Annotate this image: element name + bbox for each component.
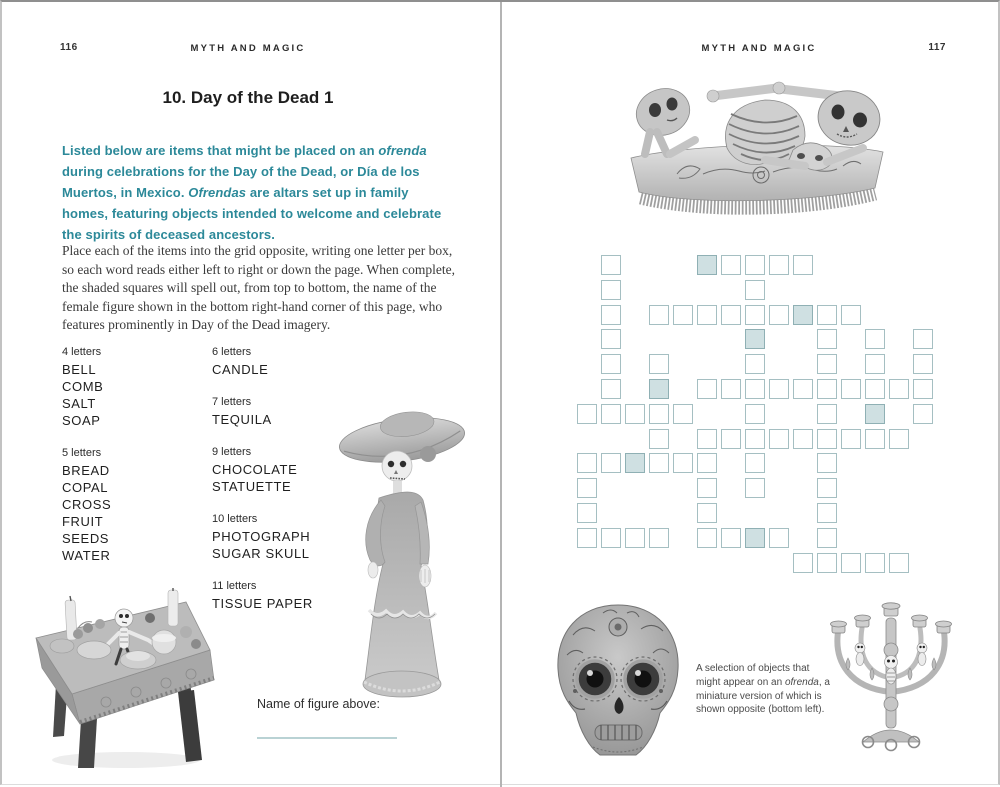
grid-cell — [697, 379, 717, 399]
grid-cell — [697, 429, 717, 449]
grid-cell — [601, 305, 621, 325]
grid-cell — [745, 404, 765, 424]
text-run: during celebrations for the Day of the Dead, or Día de los Muertos, in Mexico. — [62, 164, 420, 200]
grid-cell-shaded — [625, 453, 645, 473]
grid-cell — [673, 305, 693, 325]
word-group — [212, 444, 352, 495]
grid-cell — [913, 354, 933, 374]
word-item: WATER — [62, 548, 111, 563]
grid-cell-shaded — [649, 379, 669, 399]
grid-cell — [889, 429, 909, 449]
puzzle-grid — [577, 255, 933, 573]
grid-cell — [793, 553, 813, 573]
grid-cell — [889, 553, 909, 573]
grid-cell — [745, 280, 765, 300]
grid-cell — [601, 404, 621, 424]
word-item: CROSS — [62, 497, 112, 512]
grid-cell — [745, 255, 765, 275]
grid-cell — [865, 354, 885, 374]
word-group-heading: 11 letters — [212, 580, 257, 592]
grid-cell — [745, 478, 765, 498]
grid-cell — [817, 503, 837, 523]
grid-cell — [817, 305, 837, 325]
word-group — [212, 344, 352, 378]
grid-cell — [865, 553, 885, 573]
grid-cell — [889, 379, 909, 399]
grid-cell — [721, 379, 741, 399]
italic-text-run: ofrenda — [784, 676, 819, 688]
grid-cell — [601, 453, 621, 473]
word-item: PHOTOGRAPH — [212, 529, 311, 544]
word-group-heading: 10 letters — [212, 513, 258, 525]
text-run: Listed below are items that might be placed on an — [62, 143, 379, 158]
word-group — [62, 445, 202, 564]
word-group — [62, 344, 202, 429]
grid-cell — [649, 429, 669, 449]
grid-cell — [793, 429, 813, 449]
grid-cell — [601, 528, 621, 548]
page-gutter-divider — [500, 2, 502, 787]
decorated-sugar-skull-photo — [543, 599, 693, 771]
grid-cell — [913, 379, 933, 399]
grid-cell — [769, 429, 789, 449]
grid-cell — [625, 404, 645, 424]
grid-cell — [817, 354, 837, 374]
miniature-ofrenda-table-photo — [26, 588, 218, 770]
grid-cell — [865, 329, 885, 349]
italic-text-run: ofrenda — [378, 143, 427, 158]
grid-cell — [721, 255, 741, 275]
grid-cell — [913, 329, 933, 349]
grid-cell — [601, 379, 621, 399]
word-item: COPAL — [62, 480, 109, 495]
word-list-column-1 — [62, 344, 202, 580]
grid-cell — [793, 379, 813, 399]
word-item: FRUIT — [62, 514, 104, 529]
instructions-paragraph: Place each of the items into the grid opposite, writing one letter per box, so each word reads either left to right or down the page. When complete, the shaded squares will spell out, from top to bottom, the name of the female figure shown in the bottom right-hand corner of this page, who features prominently in Day of the Dead imagery. — [62, 243, 455, 333]
grid-cell — [865, 379, 885, 399]
grid-cell — [745, 379, 765, 399]
word-group — [212, 511, 352, 562]
word-item: SEEDS — [62, 531, 110, 546]
grid-cell — [769, 379, 789, 399]
word-item: TISSUE PAPER — [212, 596, 313, 611]
grid-cell — [577, 478, 597, 498]
grid-cell — [577, 453, 597, 473]
answer-line — [257, 737, 397, 739]
grid-cell — [841, 429, 861, 449]
grid-cell-shaded — [745, 528, 765, 548]
grid-cell — [817, 379, 837, 399]
grid-cell — [649, 453, 669, 473]
grid-cell — [601, 255, 621, 275]
skeleton-comb-photo — [615, 62, 899, 220]
grid-cell — [817, 404, 837, 424]
grid-cell — [817, 528, 837, 548]
word-item: SOAP — [62, 413, 101, 428]
word-item: CHOCOLATE — [212, 462, 298, 477]
grid-cell — [697, 503, 717, 523]
page-number-left: 116 — [60, 42, 78, 53]
grid-cell — [697, 305, 717, 325]
running-head-right: MYTH AND MAGIC — [701, 43, 817, 54]
grid-cell — [841, 553, 861, 573]
grid-cell — [817, 453, 837, 473]
word-group-heading: 5 letters — [62, 447, 102, 459]
grid-cell — [721, 429, 741, 449]
grid-cell — [817, 478, 837, 498]
grid-cell — [697, 528, 717, 548]
word-item: SUGAR SKULL — [212, 546, 310, 561]
grid-cell — [649, 404, 669, 424]
text-run: , a miniature version of which is shown opposite (bottom left). — [696, 676, 830, 716]
running-head-left: MYTH AND MAGIC — [190, 43, 306, 54]
grid-cell — [577, 503, 597, 523]
grid-cell — [913, 404, 933, 424]
skeleton-candelabra-photo — [820, 592, 962, 752]
word-group — [212, 394, 352, 428]
word-group-heading: 9 letters — [212, 446, 252, 458]
text-run: A selection of objects that might appear on an — [696, 663, 810, 688]
puzzle-title: 10. Day of the Dead 1 — [162, 88, 334, 107]
grid-cell — [865, 429, 885, 449]
grid-cell — [601, 280, 621, 300]
grid-cell — [745, 305, 765, 325]
grid-cell — [769, 305, 789, 325]
text-run: are altars set up in family homes, featuring objects intended to welcome and celebrate the spirits of deceased ancestors. — [62, 185, 442, 242]
word-item: SALT — [62, 396, 96, 411]
grid-cell — [817, 553, 837, 573]
word-group-heading: 7 letters — [212, 396, 252, 408]
grid-cell — [721, 528, 741, 548]
grid-cell — [649, 354, 669, 374]
grid-cell — [601, 329, 621, 349]
grid-cell — [817, 329, 837, 349]
grid-cell — [601, 354, 621, 374]
word-item: BREAD — [62, 463, 110, 478]
grid-cell — [673, 404, 693, 424]
grid-cell — [697, 453, 717, 473]
grid-cell — [841, 305, 861, 325]
word-group-heading: 4 letters — [62, 346, 102, 358]
name-prompt-label: Name of figure above: — [257, 697, 380, 711]
word-list-column-2 — [212, 344, 352, 628]
word-group — [212, 578, 352, 612]
grid-cell — [697, 478, 717, 498]
italic-text-run: Ofrendas — [188, 185, 247, 200]
intro-paragraph — [62, 140, 454, 245]
grid-cell — [577, 404, 597, 424]
grid-cell — [745, 354, 765, 374]
grid-cell — [769, 528, 789, 548]
grid-cell — [673, 453, 693, 473]
grid-cell — [721, 305, 741, 325]
grid-cell-shaded — [865, 404, 885, 424]
grid-cell — [769, 255, 789, 275]
grid-cell — [649, 305, 669, 325]
ofrenda-caption — [696, 662, 830, 717]
grid-cell — [577, 528, 597, 548]
word-group-heading: 6 letters — [212, 346, 252, 358]
word-item: CANDLE — [212, 362, 269, 377]
grid-cell — [841, 379, 861, 399]
grid-cell — [817, 429, 837, 449]
grid-cell — [793, 255, 813, 275]
grid-cell-shaded — [697, 255, 717, 275]
word-item: TEQUILA — [212, 412, 272, 427]
grid-cell — [745, 453, 765, 473]
word-item: STATUETTE — [212, 479, 292, 494]
grid-cell-shaded — [793, 305, 813, 325]
word-item: BELL — [62, 362, 97, 377]
catrina-figurine-photo — [335, 394, 469, 709]
word-item: COMB — [62, 379, 104, 394]
page-number-right: 117 — [928, 42, 946, 53]
grid-cell — [625, 528, 645, 548]
grid-cell — [745, 429, 765, 449]
grid-cell — [649, 528, 669, 548]
grid-cell-shaded — [745, 329, 765, 349]
